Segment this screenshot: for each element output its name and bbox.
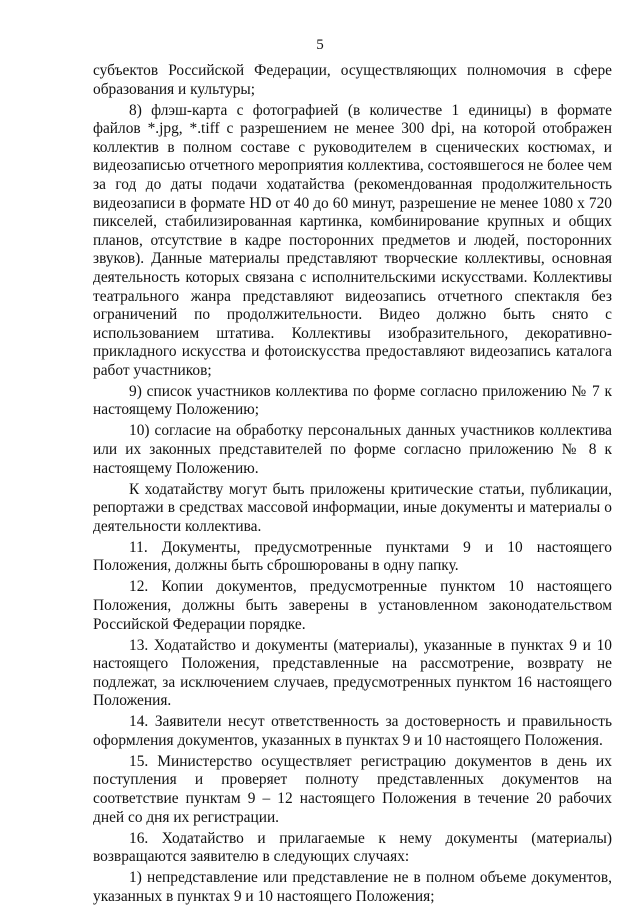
paragraph-clause-12: 12. Копии документов, предусмотренные пунктом 10 настоящего Положения, должны быть заверены в установленном законодательством Российской Федерации порядке. (93, 578, 612, 633)
paragraph-clause-15: 15. Министерство осуществляет регистрацию документов в день их поступления и проверяет полноту представленных документов на соответствие пунктам 9 – 12 настоящего Положения в течение 20 рабочих дней со дня их регистрации. (93, 752, 612, 826)
paragraph-item-10-data-consent: 10) согласие на обработку персональных данных участников коллектива или их законных представителей по форме согласно приложению № 8 к настоящему Положению. (93, 422, 612, 477)
paragraph-clause-13: 13. Ходатайство и документы (материалы), указанные в пунктах 9 и 10 настоящего Положения, представленные на рассмотрение, возврату не подлежат, за исключением случаев, предусмотренных пунктом 16 настоящего Положения. (93, 636, 612, 710)
paragraph-attachments: К ходатайству могут быть приложены критические статьи, публикации, репортажи в средствах массовой информации, иные документы и материалы о деятельности коллектива. (93, 480, 612, 535)
paragraph-item-8-flash-card: 8) флэш-карта с фотографией (в количестве 1 единицы) в формате файлов *.jpg, *.tiff с разрешением не менее 300 dpi, на которой отображен коллектив в полном составе с руководителем в сценических костюмах, и видеозаписью отчетного мероприятия коллектива, состоявшегося не более чем за год до даты подачи ходатайства (рекомендованная продолжительность видеозаписи в формате HD от 40 до 60 минут, разрешение не менее 1080 х 720 пикселей, стабилизированная картинка, комбинирование крупных и общих планов, отсутствие в кадре посторонних предметов и людей, посторонних звуков). Данные материалы представляют творческие коллективы, основная деятельность которых связана с исполнительскими искусствами. Коллективы театрального жанра представляют видеозапись отчетного спектакля без ограничений по продолжительности. Видео должно быть снято с использованием штатива. Коллективы изобразительного, декоративно-прикладного искусства и фотоискусства предоставляют видеозапись каталога работ участников; (93, 101, 612, 379)
paragraph-clause-14: 14. Заявители несут ответственность за достоверность и правильность оформления документов, указанных в пунктах 9 и 10 настоящего Положения. (93, 713, 612, 749)
paragraph-clause-11: 11. Документы, предусмотренные пунктами 9 и 10 настоящего Положения, должны быть сброшюрованы в одну папку. (93, 538, 612, 575)
page-number: 5 (316, 37, 324, 53)
document-body (93, 62, 612, 909)
paragraph-item-9-participants-list: 9) список участников коллектива по форме согласно приложению № 7 к настоящему Положению; (93, 382, 612, 419)
paragraph-subjects-continuation: субъектов Российской Федерации, осуществляющих полномочия в сфере образования и культуры; (93, 62, 612, 98)
paragraph-clause-16: 16. Ходатайство и прилагаемые к нему документы (материалы) возвращаются заявителю в следующих случаях: (93, 829, 612, 866)
paragraph-clause-16-item-1: 1) непредставление или представление не в полном объеме документов, указанных в пунктах 9 и 10 настоящего Положения; (93, 869, 612, 905)
